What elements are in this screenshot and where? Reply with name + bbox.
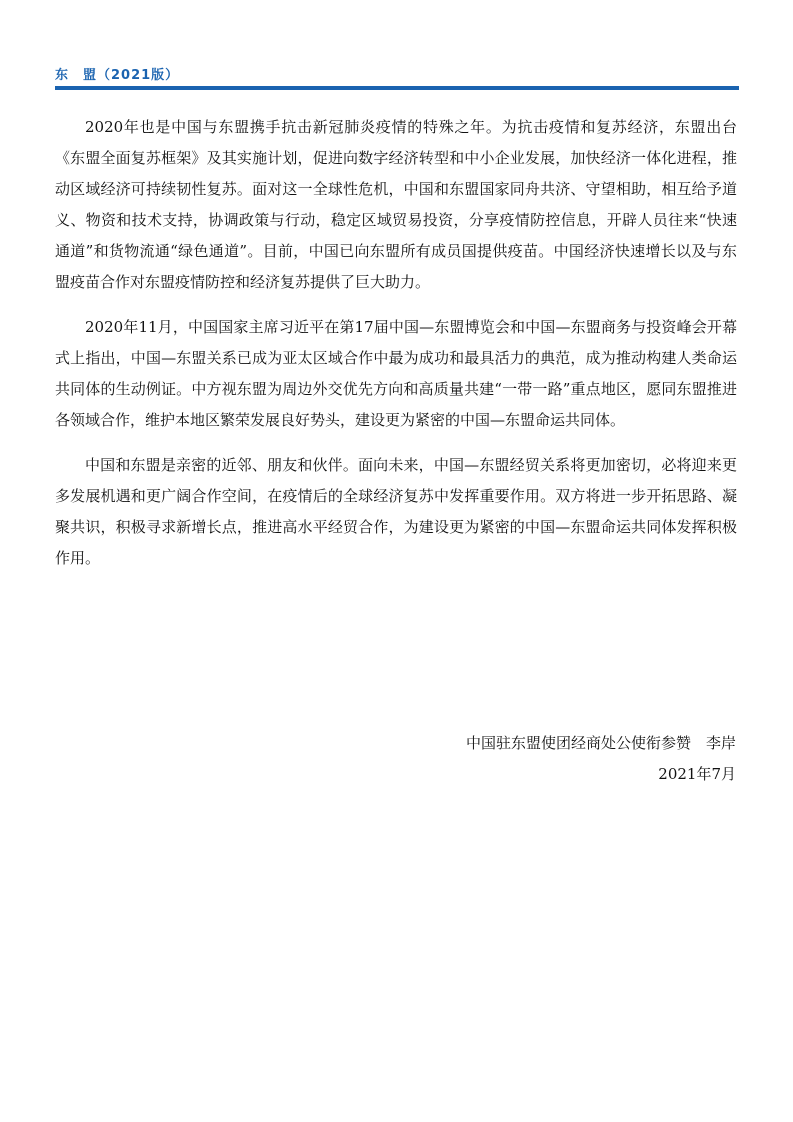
paragraph-2: 2020年11月，中国国家主席习近平在第17届中国—东盟博览会和中国—东盟商务与投资峰会开幕式上指出，中国—东盟关系已成为亚太区域合作中最为成功和最具活力的典范，成为推动构建人类命运共同体的生动例证。中方视东盟为周边外交优先方向和高质量共建“一带一路”重点地区，愿同东盟推进各领域合作，维护本地区繁荣发展良好势头，建设更为紧密的中国—东盟命运共同体。 [55, 318, 737, 429]
running-header: 东 盟（2021版） [55, 68, 180, 83]
body-text [55, 112, 737, 588]
header-divider [55, 86, 739, 90]
paragraph-3: 中国和东盟是亲密的近邻、朋友和伙伴。面向未来，中国—东盟经贸关系将更加密切，必将迎来更多发展机遇和更广阔合作空间，在疫情后的全球经济复苏中发挥重要作用。双方将进一步开拓思路、凝聚共识，积极寻求新增长点，推进高水平经贸合作，为建设更为紧密的中国—东盟命运共同体发挥积极作用。 [55, 456, 737, 567]
signature-date: 2021年7月 [658, 765, 736, 783]
paragraph-1: 2020年也是中国与东盟携手抗击新冠肺炎疫情的特殊之年。为抗击疫情和复苏经济，东盟出台《东盟全面复苏框架》及其实施计划，促进向数字经济转型和中小企业发展，加快经济一体化进程，推动区域经济可持续韧性复苏。面对这一全球性危机，中国和东盟国家同舟共济、守望相助，相互给予道义、物资和技术支持，协调政策与行动，稳定区域贸易投资，分享疫情防控信息，开辟人员往来“快速通道”和货物流通“绿色通道”。目前，中国已向东盟所有成员国提供疫苗。中国经济快速增长以及与东盟疫苗合作对东盟疫情防控和经济复苏提供了巨大助力。 [55, 118, 737, 291]
signature-block [466, 728, 736, 790]
signature-author: 中国驻东盟使团经商处公使衔参赞 李岸 [465, 734, 736, 752]
